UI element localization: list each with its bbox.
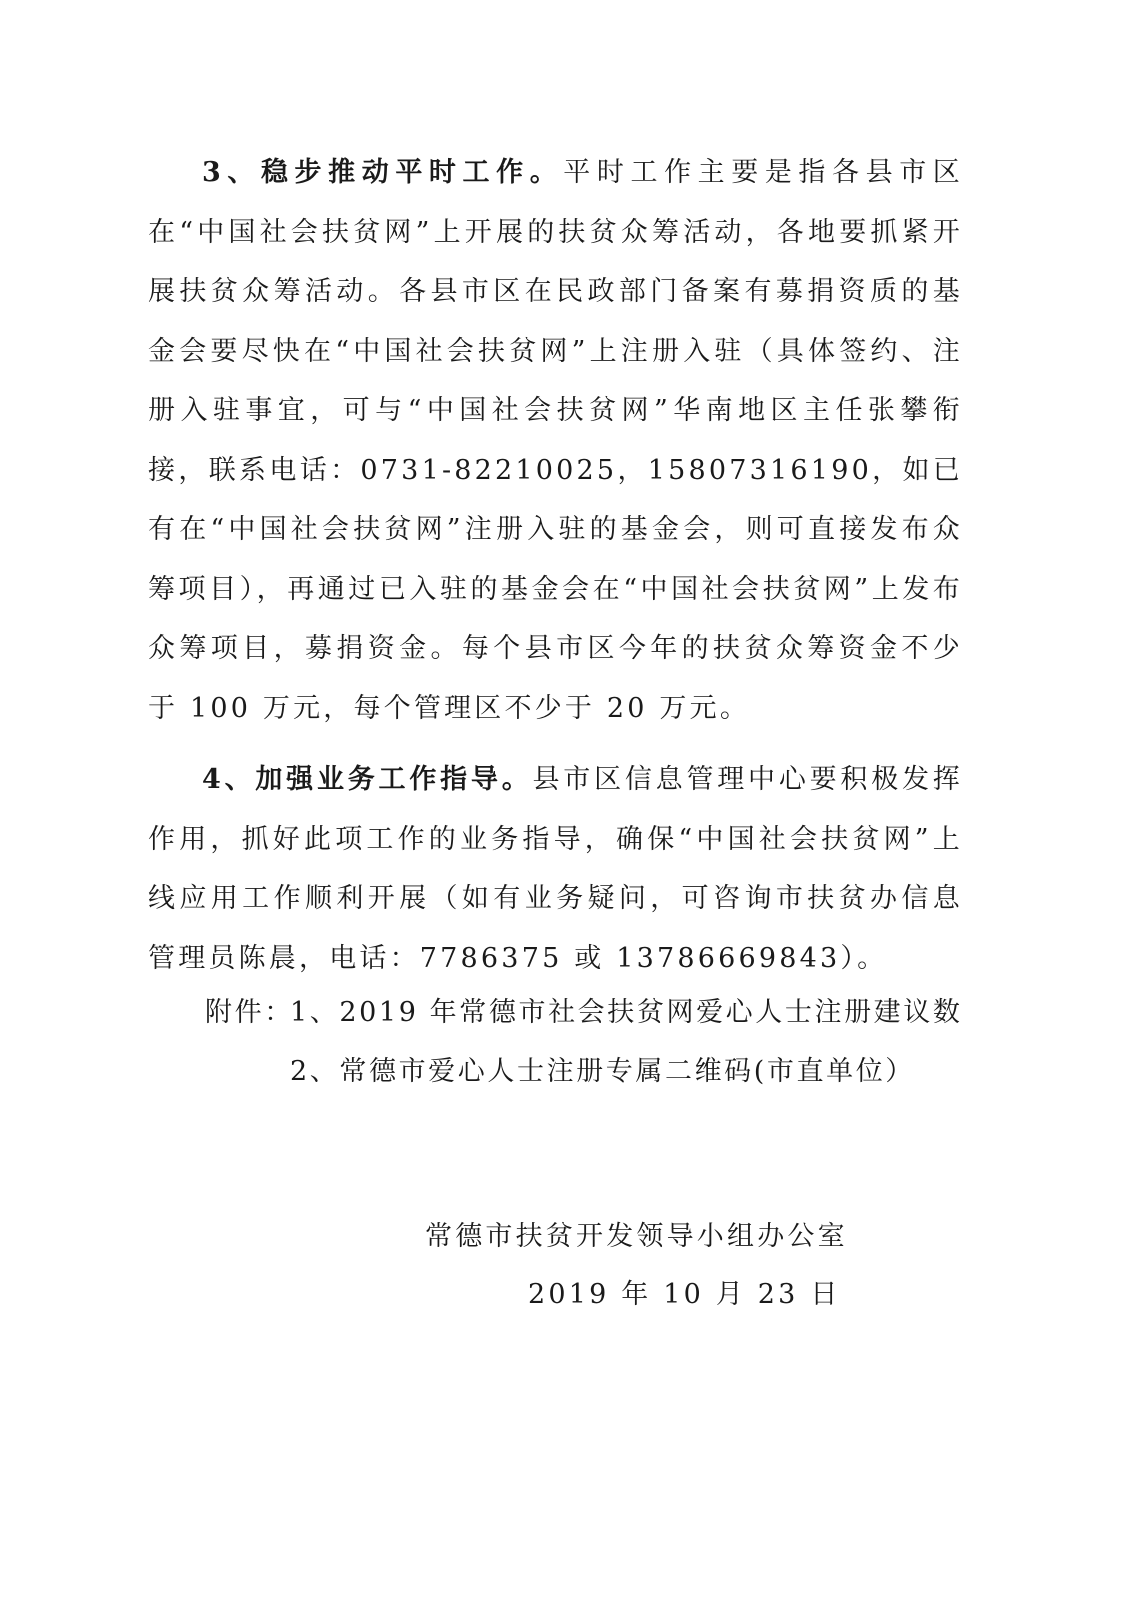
signature-block <box>425 1208 848 1324</box>
attachments <box>205 983 962 1101</box>
signature-org: 常德市扶贫开发领导小组办公室 <box>425 1221 848 1252</box>
paragraph-4-heading: 4、加强业务工作指导。 <box>202 764 533 795</box>
paragraph-3-text: 平时工作主要是指各县市区在“中国社会扶贫网”上开展的扶贫众筹活动，各地要抓紧开展扶贫众筹活动。各县市区在民政部门备案有募捐资质的基金会要尽快在“中国社会扶贫网”上注册入驻（具体签约、注册入驻事宜，可与“中国社会扶贫网”华南地区主任张攀衔接，联系电话：0731-82210025，15807316190，如已有在“中国社会扶贫网”注册入驻的基金会，则可直接发布众筹项目），再通过已入驻的基金会在“中国社会扶贫网”上发布众筹项目，募捐资金。每个县市区今年的扶贫众筹资金不少于 100 万元，每个管理区不少于 20 万元。 <box>148 157 963 724</box>
attachment-indent <box>205 1042 290 1101</box>
attachment-row-2 <box>205 1042 962 1101</box>
paragraph-3 <box>148 143 963 738</box>
signature-date: 2019 年 10 月 23 日 <box>528 1279 841 1310</box>
paragraph-4-text: 县市区信息管理中心要积极发挥作用，抓好此项工作的业务指导，确保“中国社会扶贫网”上线应用工作顺利开展（如有业务疑问，可咨询市扶贫办信息管理员陈晨，电话：7786375 或 13786669843）。 <box>148 764 963 974</box>
attachment-row-1 <box>205 983 962 1042</box>
body-text <box>148 143 963 988</box>
attachment-item-2: 2、常德市爱心人士注册专属二维码(市直单位） <box>290 1056 915 1087</box>
paragraph-3-heading: 3、稳步推动平时工作。 <box>202 157 564 188</box>
attachments-label: 附件： <box>205 997 294 1028</box>
attachment-item-1: 1、2019 年常德市社会扶贫网爱心人士注册建议数 <box>290 997 963 1028</box>
paragraph-4 <box>148 750 963 988</box>
